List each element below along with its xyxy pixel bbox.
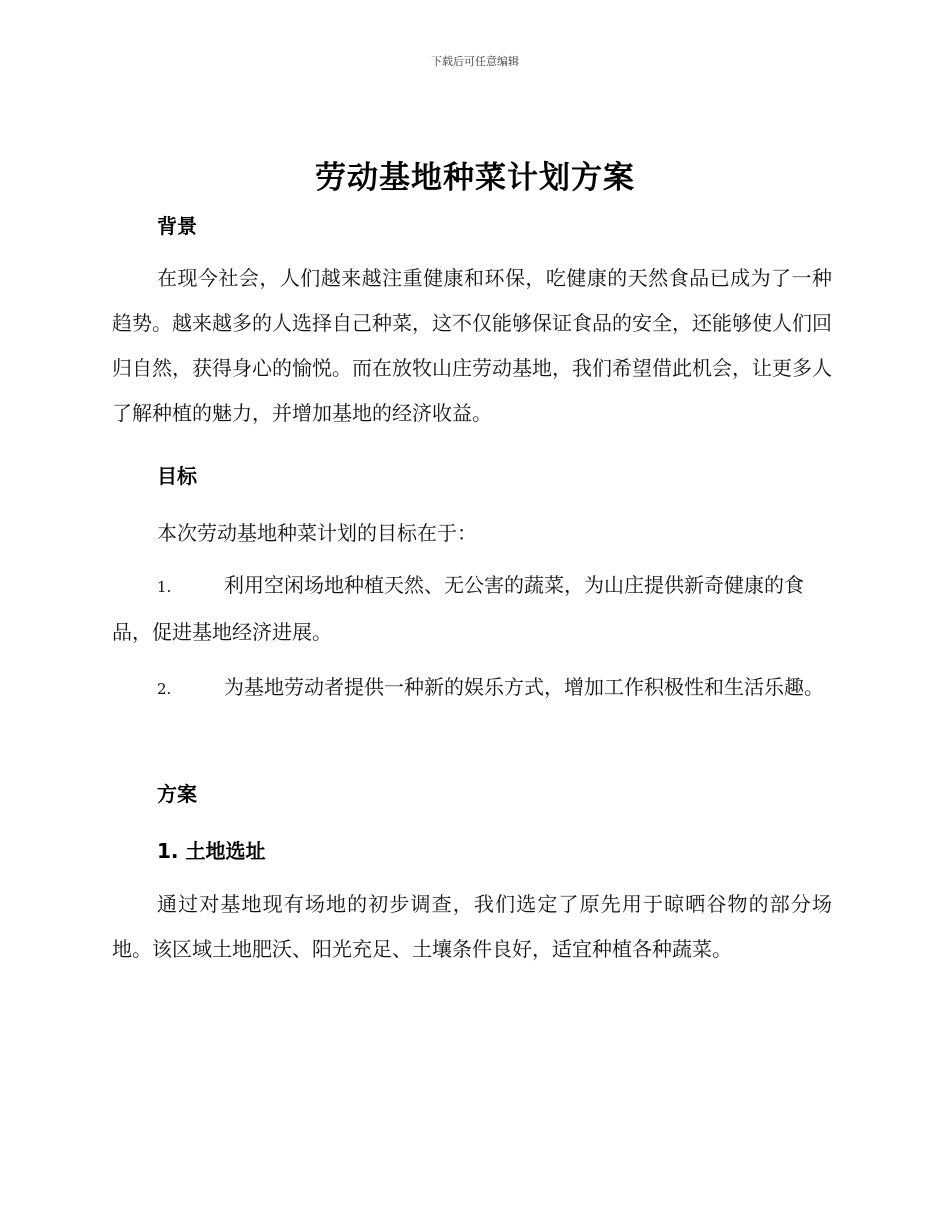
goal-item-2 bbox=[112, 665, 832, 712]
goal-item-1 bbox=[112, 563, 832, 655]
goals-heading: 目标 bbox=[157, 464, 197, 488]
document-title: 劳动基地种菜计划方案 bbox=[315, 160, 635, 196]
goal-item-text: 为基地劳动者提供一种新的娱乐方式，增加工作积极性和生活乐趣。 bbox=[224, 675, 824, 699]
goal-item-number: 2. bbox=[157, 680, 172, 698]
background-heading: 背景 bbox=[157, 214, 197, 238]
plan-site-paragraph: 通过对基地现有场地的初步调查，我们选定了原先用于晾晒谷物的部分场地。该区域土地肥沃、阳光充足、土壤条件良好，适宜种植各种蔬菜。 bbox=[112, 892, 832, 961]
plan-subheading-site: 1. 土地选址 bbox=[157, 839, 266, 863]
background-paragraph: 在现今社会，人们越来越注重健康和环保，吃健康的天然食品已成为了一种趋势。越来越多的人选择自己种菜，这不仅能够保证食品的安全，还能够使人们回归自然，获得身心的愉悦。而在放牧山庄劳动基地，我们希望借此机会，让更多人了解种植的魅力，并增加基地的经济收益。 bbox=[112, 266, 832, 425]
plan-heading: 方案 bbox=[157, 782, 197, 806]
goal-item-number: 1. bbox=[157, 578, 172, 596]
header-note: 下载后可任意编辑 bbox=[431, 55, 519, 68]
goal-item-text: 利用空闲场地种植天然、无公害的蔬菜，为山庄提供新奇健康的食品，促进基地经济进展。 bbox=[112, 573, 804, 644]
goals-intro: 本次劳动基地种菜计划的目标在于： bbox=[157, 521, 477, 545]
